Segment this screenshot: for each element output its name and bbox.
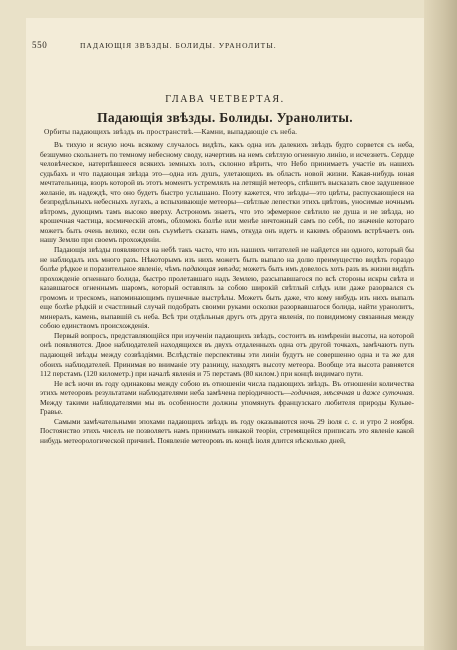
paragraph [40,331,414,379]
book-page [26,18,424,646]
running-title: ПАДАЮЩІЯ ЗВѢЗДЫ. БОЛИДЫ. УРАНОЛИТЫ. [80,41,277,50]
page-number: 550 [32,40,48,50]
body-text [40,140,414,446]
paragraph-text: ; можетъ быть имъ довелось хоть разъ въ жизни видѣть прохожденіе огненнаго болида, быстро пролетавшаго надъ Землею, разсыпавшагося по всѣ стороны искры свѣта и казавшагося огненнымъ шаромъ, который оставлялъ за собою широкій свѣтлый слѣдъ или даже разорвался съ громомъ и трескомъ, напоминающимъ пушечные выстрѣлы. Можетъ быть даже, что кому нибудь изъ нихъ выпалъ еще болѣе рѣдкій и счастливый случай подобрать своими руками осколки разорвавшагося болида, найти уранолитъ, минералъ, камень, выпавшій съ неба. Всѣ три отдѣльныя другъ отъ друга явленія, по повидимому связанныя между собою единствомъ происхожденія. [40,264,414,331]
paragraph [40,245,414,331]
paragraph-text: Первый вопросъ, представляющійся при изученіи падающихъ звѣздъ, состоитъ въ измѣреніи высоты, на которой онѣ появляются. Двое наблюдателей находящихся въ двухъ отдаленныхъ одна отъ другой точкахъ, замѣчаютъ путь падающей звѣзды между созвѣздіями. Вслѣдствіе перспективы эти линіи будутъ не совершенно одна и та же для обоихъ наблюдателей. Принимая во вниманіе эту разницу, находятъ высоту метеора. Вообще эта высота равняется 112 перстамъ (120 километр.) при началѣ явленія и 75 перстамъ (80 килом.) при концѣ видимаго пути. [40,330,414,379]
chapter-label: ГЛАВА ЧЕТВЕРТАЯ. [165,94,285,105]
chapter-title: Падающія звѣзды. Болиды. Уранолиты. [97,110,353,125]
running-head [32,40,412,52]
paragraph-text: Самыми замѣчательными эпохами падающихъ звѣздъ въ году оказываются ночь 29 іюля с. с. и утро 2 ноября. Постоянство этихъ чиселъ не позволяетъ намъ принимать никакой теоріи, стремящейся приписать это явленіе какой нибудь метеорологической причинѣ. Появленіе метеоровъ въ концѣ іюля длится нѣсколько дней, [40,416,414,445]
chapter-summary: Орбиты падающихъ звѣздъ въ пространствѣ.—Камни, выпадающіе съ неба. [44,127,298,136]
paragraph-text: . Между такими наблюдателями мы въ особенности должны упомянуть французскаго любителя природы Кульве-Гравье. [40,388,414,417]
paragraph-text: Падающія звѣзды появляются на небѣ такъ часто, что изъ нашихъ читателей не найдется ни одного, который бы не наблюдалъ ихъ много разъ. Нѣкоторымъ изъ нихъ можетъ быть выпало на долю преимущество видѣть гораздо болѣе рѣдкое и поразительное явленіе, чѣмъ [40,245,414,274]
paragraph [40,417,414,446]
paragraph-text: Не всѣ ночи въ году одинаковы между собою въ отношеніи числа падающихъ звѣздъ. Въ отношеніи количества этихъ метеоровъ результатами наблюдателями неба замѣчена періодичность— [40,378,414,398]
paragraph [40,379,414,417]
book-spine-edge [424,0,457,650]
paragraph-text: Въ тихую и ясную ночь всякому случалось видѣть, какъ одна изъ далекихъ звѣздъ будто сорвется съ неба, безшумно скользнетъ по темному небесному своду, начертивъ на немъ свѣтлую огненную линію, и исчезнетъ. Сердце человѣческое, натерпѣвшееся всякихъ земныхъ золъ, склонно вѣрить, что Небо принимаетъ участіе въ нашихъ судьбахъ и что падающая звѣзда это—одна изъ душъ, улетающихъ въ область новой жизни. Какая-нибудь юная мечтательница, взоръ которой въ этотъ моментъ устремлялъ на летящій метеоръ, спѣшитъ высказать свое задушевное желаніе, въ надеждѣ, что оно будетъ быстро услышано. Поэту кажется, что звѣзды—это цвѣты, распускающіеся на безпредѣльныхъ небесныхъ лугахъ, а вспыхивающіе метеоры—свѣтлые лепестки этихъ цвѣтовъ, уносимые ночнымъ вѣтромъ, дующимъ тамъ высоко вверху. Астрономъ знаетъ, что это эфемерное свѣтило не душа и не звѣзда, но крошечная частица, космическій атомъ, обломокъ болѣе или менѣе ничтожный самъ по себѣ, по значеніе котораго можетъ быть очень велико, если онъ съумѣетъ сказать намъ, откуда онъ идетъ и какимъ образомъ встрѣчаетъ онъ нашу Землю при своемъ прохожденіи. [40,140,414,245]
paragraph-emphasis: годичная, мѣсячная и даже суточная [291,388,413,398]
paragraph [40,140,414,245]
paragraph-emphasis: падающая звѣзда [182,264,239,274]
